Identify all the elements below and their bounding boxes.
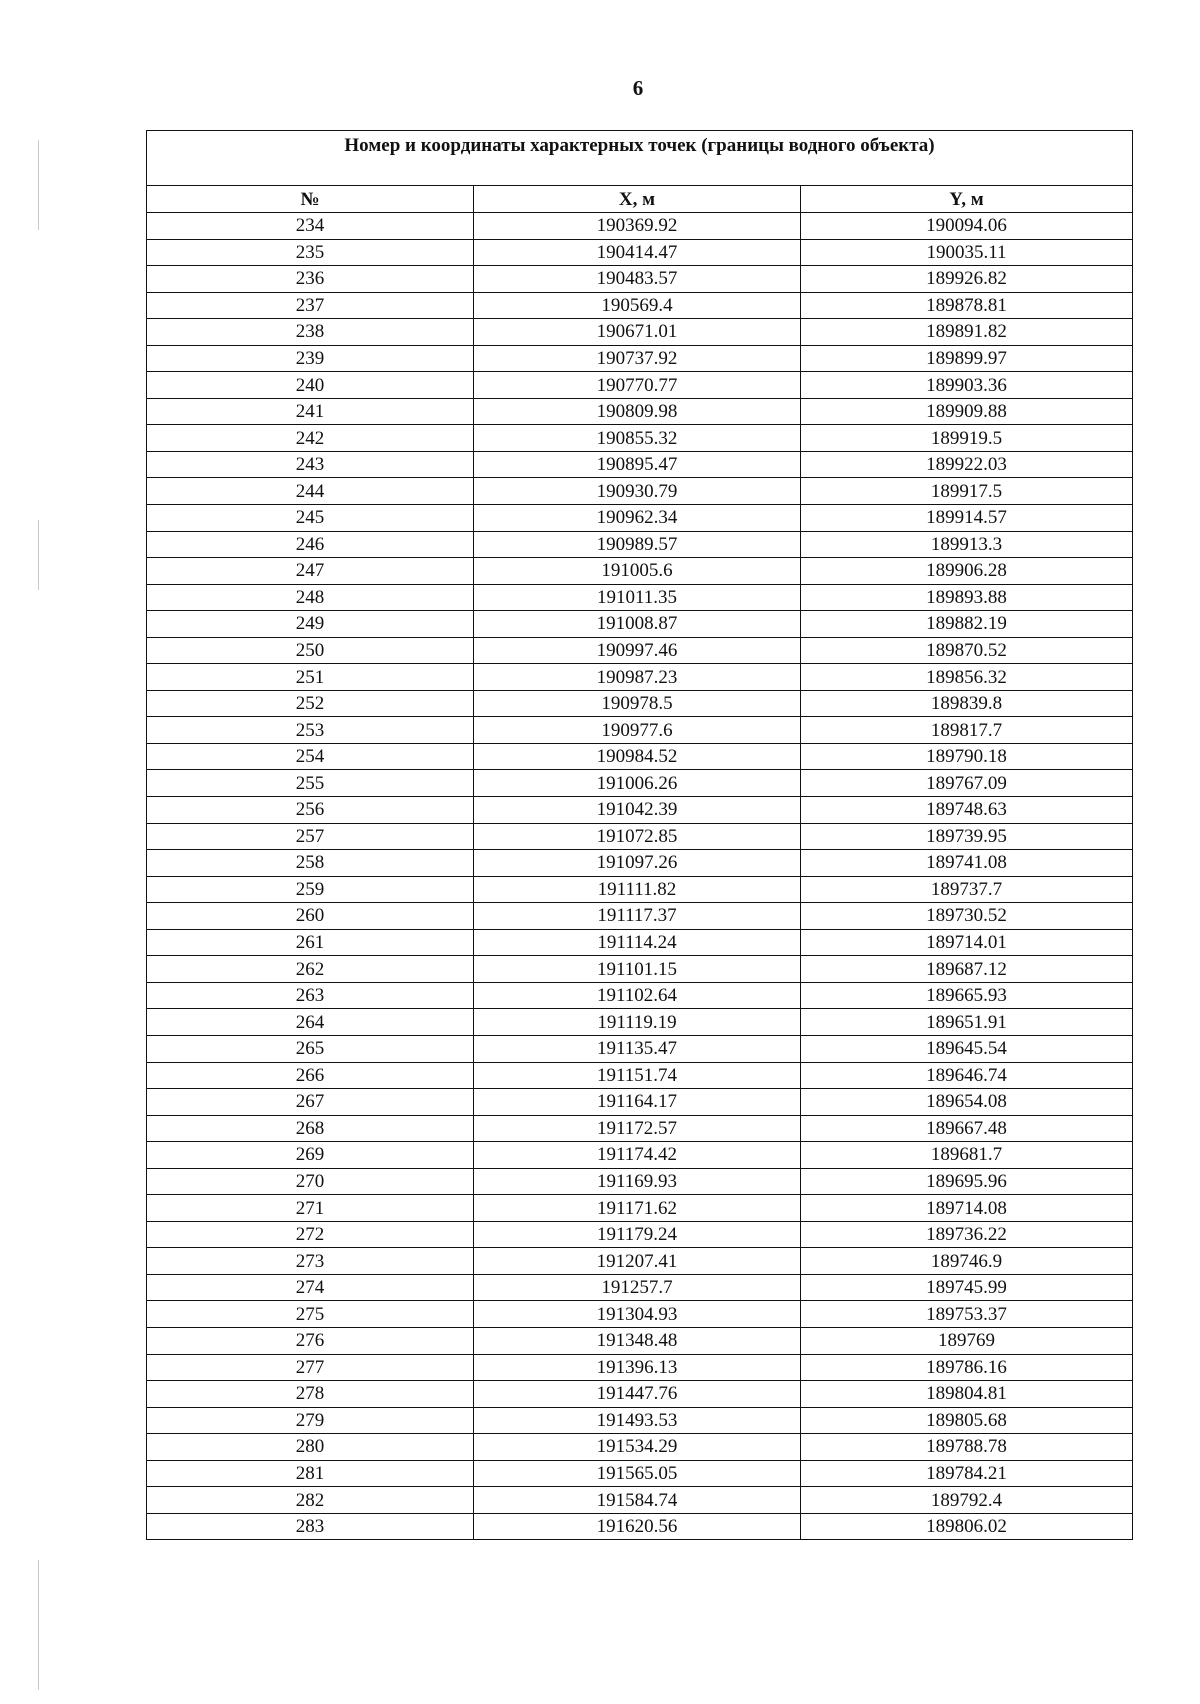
y-coordinate-cell: 189753.37: [801, 1301, 1133, 1328]
point-number-cell: 252: [147, 690, 474, 717]
point-number-cell: 278: [147, 1381, 474, 1408]
point-number-cell: 243: [147, 451, 474, 478]
y-coordinate-cell: 189714.08: [801, 1195, 1133, 1222]
x-coordinate-cell: 190569.4: [474, 292, 801, 319]
table-row: [147, 1168, 1133, 1195]
y-coordinate-cell: 189645.54: [801, 1035, 1133, 1062]
table-row: [147, 929, 1133, 956]
x-coordinate-cell: 190978.5: [474, 690, 801, 717]
point-number-cell: 266: [147, 1062, 474, 1089]
table-row: [147, 1142, 1133, 1169]
point-number-cell: 267: [147, 1089, 474, 1116]
point-number-cell: 272: [147, 1221, 474, 1248]
table-body: [147, 213, 1133, 1540]
table-row: [147, 1089, 1133, 1116]
y-coordinate-cell: 189788.78: [801, 1434, 1133, 1461]
point-number-cell: 279: [147, 1407, 474, 1434]
x-coordinate-cell: 191072.85: [474, 823, 801, 850]
x-coordinate-cell: 191534.29: [474, 1434, 801, 1461]
table-row: [147, 903, 1133, 930]
point-number-cell: 277: [147, 1354, 474, 1381]
table-row: [147, 372, 1133, 399]
table-row: [147, 717, 1133, 744]
y-coordinate-cell: 189646.74: [801, 1062, 1133, 1089]
table-row: [147, 478, 1133, 505]
x-coordinate-cell: 191151.74: [474, 1062, 801, 1089]
table-row: [147, 797, 1133, 824]
point-number-cell: 251: [147, 664, 474, 691]
y-coordinate-cell: 189913.3: [801, 531, 1133, 558]
point-number-cell: 271: [147, 1195, 474, 1222]
x-coordinate-cell: 191006.26: [474, 770, 801, 797]
x-coordinate-cell: 191565.05: [474, 1460, 801, 1487]
table-row: [147, 664, 1133, 691]
point-number-cell: 281: [147, 1460, 474, 1487]
column-header-x: X, м: [474, 186, 801, 213]
x-coordinate-cell: 191172.57: [474, 1115, 801, 1142]
y-coordinate-cell: 190094.06: [801, 213, 1133, 240]
point-number-cell: 254: [147, 743, 474, 770]
table-row: [147, 1513, 1133, 1540]
point-number-cell: 245: [147, 505, 474, 532]
y-coordinate-cell: 189739.95: [801, 823, 1133, 850]
point-number-cell: 237: [147, 292, 474, 319]
point-number-cell: 283: [147, 1513, 474, 1540]
y-coordinate-cell: 189903.36: [801, 372, 1133, 399]
table-row: [147, 584, 1133, 611]
table-row: [147, 1115, 1133, 1142]
y-coordinate-cell: 189806.02: [801, 1513, 1133, 1540]
table-row: [147, 345, 1133, 372]
x-coordinate-cell: 190930.79: [474, 478, 801, 505]
table-row: [147, 1062, 1133, 1089]
x-coordinate-cell: 191005.6: [474, 558, 801, 585]
table-row: [147, 505, 1133, 532]
table-row: [147, 1035, 1133, 1062]
y-coordinate-cell: 189882.19: [801, 611, 1133, 638]
point-number-cell: 248: [147, 584, 474, 611]
table-row: [147, 213, 1133, 240]
column-header-number: №: [147, 186, 474, 213]
point-number-cell: 235: [147, 239, 474, 266]
y-coordinate-cell: 189856.32: [801, 664, 1133, 691]
y-coordinate-cell: 189906.28: [801, 558, 1133, 585]
point-number-cell: 268: [147, 1115, 474, 1142]
table-row: [147, 451, 1133, 478]
x-coordinate-cell: 191169.93: [474, 1168, 801, 1195]
x-coordinate-cell: 191171.62: [474, 1195, 801, 1222]
point-number-cell: 255: [147, 770, 474, 797]
x-coordinate-cell: 190962.34: [474, 505, 801, 532]
scan-edge-mark: [38, 1560, 39, 1690]
table-row: [147, 558, 1133, 585]
table-row: [147, 1221, 1133, 1248]
x-coordinate-cell: 191011.35: [474, 584, 801, 611]
y-coordinate-cell: 189741.08: [801, 850, 1133, 877]
x-coordinate-cell: 191101.15: [474, 956, 801, 983]
x-coordinate-cell: 190989.57: [474, 531, 801, 558]
y-coordinate-cell: 189786.16: [801, 1354, 1133, 1381]
y-coordinate-cell: 189746.9: [801, 1248, 1133, 1275]
point-number-cell: 240: [147, 372, 474, 399]
point-number-cell: 269: [147, 1142, 474, 1169]
x-coordinate-cell: 190483.57: [474, 266, 801, 293]
table-row: [147, 690, 1133, 717]
x-coordinate-cell: 191114.24: [474, 929, 801, 956]
x-coordinate-cell: 190855.32: [474, 425, 801, 452]
point-number-cell: 275: [147, 1301, 474, 1328]
point-number-cell: 270: [147, 1168, 474, 1195]
y-coordinate-cell: 189817.7: [801, 717, 1133, 744]
point-number-cell: 259: [147, 876, 474, 903]
x-coordinate-cell: 190414.47: [474, 239, 801, 266]
x-coordinate-cell: 191042.39: [474, 797, 801, 824]
point-number-cell: 242: [147, 425, 474, 452]
point-number-cell: 262: [147, 956, 474, 983]
point-number-cell: 258: [147, 850, 474, 877]
table-row: [147, 1248, 1133, 1275]
y-coordinate-cell: 189805.68: [801, 1407, 1133, 1434]
table-row: [147, 850, 1133, 877]
x-coordinate-cell: 191620.56: [474, 1513, 801, 1540]
y-coordinate-cell: 189893.88: [801, 584, 1133, 611]
y-coordinate-cell: 189839.8: [801, 690, 1133, 717]
y-coordinate-cell: 189745.99: [801, 1274, 1133, 1301]
table-row: [147, 956, 1133, 983]
y-coordinate-cell: 189917.5: [801, 478, 1133, 505]
y-coordinate-cell: 189736.22: [801, 1221, 1133, 1248]
y-coordinate-cell: 189784.21: [801, 1460, 1133, 1487]
table-row: [147, 319, 1133, 346]
point-number-cell: 241: [147, 398, 474, 425]
point-number-cell: 261: [147, 929, 474, 956]
y-coordinate-cell: 189792.4: [801, 1487, 1133, 1514]
y-coordinate-cell: 189767.09: [801, 770, 1133, 797]
table-header-row: [147, 186, 1133, 213]
point-number-cell: 256: [147, 797, 474, 824]
point-number-cell: 238: [147, 319, 474, 346]
x-coordinate-cell: 191135.47: [474, 1035, 801, 1062]
point-number-cell: 282: [147, 1487, 474, 1514]
x-coordinate-cell: 191348.48: [474, 1327, 801, 1354]
x-coordinate-cell: 190997.46: [474, 637, 801, 664]
y-coordinate-cell: 189909.88: [801, 398, 1133, 425]
x-coordinate-cell: 191164.17: [474, 1089, 801, 1116]
y-coordinate-cell: 189681.7: [801, 1142, 1133, 1169]
y-coordinate-cell: 189878.81: [801, 292, 1133, 319]
point-number-cell: 249: [147, 611, 474, 638]
point-number-cell: 236: [147, 266, 474, 293]
table-row: [147, 982, 1133, 1009]
table-row: [147, 637, 1133, 664]
x-coordinate-cell: 191447.76: [474, 1381, 801, 1408]
x-coordinate-cell: 190809.98: [474, 398, 801, 425]
y-coordinate-cell: 190035.11: [801, 239, 1133, 266]
table-row: [147, 531, 1133, 558]
column-header-y: Y, м: [801, 186, 1133, 213]
table-row: [147, 425, 1133, 452]
point-number-cell: 273: [147, 1248, 474, 1275]
x-coordinate-cell: 190671.01: [474, 319, 801, 346]
x-coordinate-cell: 191584.74: [474, 1487, 801, 1514]
table-row: [147, 876, 1133, 903]
x-coordinate-cell: 190770.77: [474, 372, 801, 399]
x-coordinate-cell: 191097.26: [474, 850, 801, 877]
point-number-cell: 276: [147, 1327, 474, 1354]
y-coordinate-cell: 189687.12: [801, 956, 1133, 983]
y-coordinate-cell: 189665.93: [801, 982, 1133, 1009]
y-coordinate-cell: 189804.81: [801, 1381, 1133, 1408]
y-coordinate-cell: 189667.48: [801, 1115, 1133, 1142]
point-number-cell: 253: [147, 717, 474, 744]
x-coordinate-cell: 191493.53: [474, 1407, 801, 1434]
table-row: [147, 1460, 1133, 1487]
x-coordinate-cell: 190737.92: [474, 345, 801, 372]
table-row: [147, 398, 1133, 425]
y-coordinate-cell: 189654.08: [801, 1089, 1133, 1116]
x-coordinate-cell: 191179.24: [474, 1221, 801, 1248]
table-row: [147, 1381, 1133, 1408]
x-coordinate-cell: 190987.23: [474, 664, 801, 691]
y-coordinate-cell: 189922.03: [801, 451, 1133, 478]
point-number-cell: 239: [147, 345, 474, 372]
y-coordinate-cell: 189926.82: [801, 266, 1133, 293]
x-coordinate-cell: 191117.37: [474, 903, 801, 930]
point-number-cell: 250: [147, 637, 474, 664]
table-row: [147, 1354, 1133, 1381]
table-row: [147, 239, 1133, 266]
table-row: [147, 292, 1133, 319]
x-coordinate-cell: 190977.6: [474, 717, 801, 744]
x-coordinate-cell: 191257.7: [474, 1274, 801, 1301]
point-number-cell: 280: [147, 1434, 474, 1461]
y-coordinate-cell: 189695.96: [801, 1168, 1133, 1195]
table-row: [147, 823, 1133, 850]
point-number-cell: 274: [147, 1274, 474, 1301]
x-coordinate-cell: 191174.42: [474, 1142, 801, 1169]
table-row: [147, 1407, 1133, 1434]
point-number-cell: 234: [147, 213, 474, 240]
table-row: [147, 611, 1133, 638]
coordinates-table: [146, 130, 1133, 1540]
point-number-cell: 264: [147, 1009, 474, 1036]
point-number-cell: 257: [147, 823, 474, 850]
table-row: [147, 770, 1133, 797]
table-row: [147, 743, 1133, 770]
page-number: 6: [632, 76, 644, 100]
table-row: [147, 1487, 1133, 1514]
x-coordinate-cell: 190895.47: [474, 451, 801, 478]
y-coordinate-cell: 189748.63: [801, 797, 1133, 824]
y-coordinate-cell: 189914.57: [801, 505, 1133, 532]
y-coordinate-cell: 189714.01: [801, 929, 1133, 956]
table-row: [147, 1195, 1133, 1222]
x-coordinate-cell: 191111.82: [474, 876, 801, 903]
table-row: [147, 1301, 1133, 1328]
point-number-cell: 265: [147, 1035, 474, 1062]
table-row: [147, 1434, 1133, 1461]
x-coordinate-cell: 191102.64: [474, 982, 801, 1009]
scan-edge-mark: [38, 520, 39, 590]
y-coordinate-cell: 189870.52: [801, 637, 1133, 664]
point-number-cell: 246: [147, 531, 474, 558]
y-coordinate-cell: 189730.52: [801, 903, 1133, 930]
point-number-cell: 260: [147, 903, 474, 930]
point-number-cell: 244: [147, 478, 474, 505]
y-coordinate-cell: 189790.18: [801, 743, 1133, 770]
y-coordinate-cell: 189919.5: [801, 425, 1133, 452]
x-coordinate-cell: 191008.87: [474, 611, 801, 638]
x-coordinate-cell: 191304.93: [474, 1301, 801, 1328]
y-coordinate-cell: 189899.97: [801, 345, 1133, 372]
table-row: [147, 1274, 1133, 1301]
table-row: [147, 1327, 1133, 1354]
scan-edge-mark: [38, 140, 39, 230]
x-coordinate-cell: 191396.13: [474, 1354, 801, 1381]
x-coordinate-cell: 190984.52: [474, 743, 801, 770]
x-coordinate-cell: 191207.41: [474, 1248, 801, 1275]
y-coordinate-cell: 189737.7: [801, 876, 1133, 903]
x-coordinate-cell: 191119.19: [474, 1009, 801, 1036]
point-number-cell: 263: [147, 982, 474, 1009]
y-coordinate-cell: 189651.91: [801, 1009, 1133, 1036]
y-coordinate-cell: 189891.82: [801, 319, 1133, 346]
table-row: [147, 1009, 1133, 1036]
y-coordinate-cell: 189769: [801, 1327, 1133, 1354]
table-row: [147, 266, 1133, 293]
table-caption: Номер и координаты характерных точек (границы водного объекта): [147, 131, 1133, 186]
point-number-cell: 247: [147, 558, 474, 585]
x-coordinate-cell: 190369.92: [474, 213, 801, 240]
